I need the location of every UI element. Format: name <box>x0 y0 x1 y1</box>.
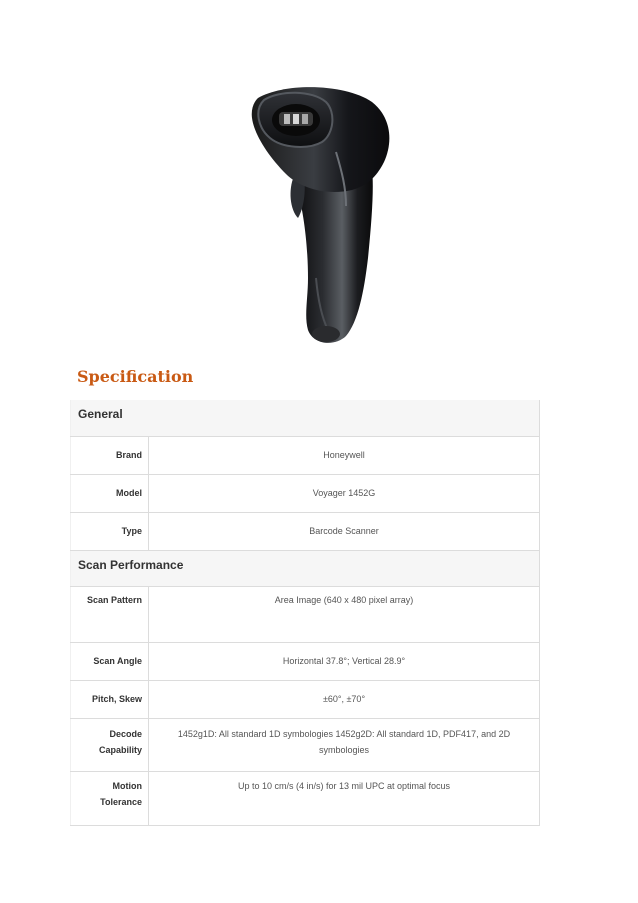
row-value: Up to 10 cm/s (4 in/s) for 13 mil UPC at optimal focus <box>149 771 540 825</box>
section-header-scan-performance <box>71 550 540 586</box>
row-label: Decode Capability <box>71 718 149 771</box>
section-title: General <box>71 400 540 436</box>
spec-table <box>70 400 540 826</box>
row-label: Type <box>71 512 149 550</box>
row-label: Pitch, Skew <box>71 680 149 718</box>
row-label: Motion Tolerance <box>71 771 149 825</box>
row-value: ±60°, ±70° <box>149 680 540 718</box>
section-header-general <box>71 400 540 436</box>
page-title: Specification <box>77 367 194 386</box>
table-row <box>71 680 540 718</box>
section-title: Scan Performance <box>71 550 540 586</box>
table-row <box>71 512 540 550</box>
row-value: Barcode Scanner <box>149 512 540 550</box>
table-row <box>71 771 540 825</box>
row-value: 1452g1D: All standard 1D symbologies 1452g2D: All standard 1D, PDF417, and 2D symbologies <box>149 718 540 771</box>
barcode-scanner-image <box>176 78 416 356</box>
row-label: Brand <box>71 436 149 474</box>
table-row <box>71 718 540 771</box>
row-value: Horizontal 37.8°; Vertical 28.9° <box>149 642 540 680</box>
table-row <box>71 586 540 642</box>
row-label: Model <box>71 474 149 512</box>
table-row <box>71 436 540 474</box>
table-row <box>71 642 540 680</box>
row-value: Voyager 1452G <box>149 474 540 512</box>
row-label: Scan Pattern <box>71 586 149 642</box>
row-value: Honeywell <box>149 436 540 474</box>
table-row <box>71 474 540 512</box>
row-label: Scan Angle <box>71 642 149 680</box>
row-value: Area Image (640 x 480 pixel array) <box>149 586 540 642</box>
